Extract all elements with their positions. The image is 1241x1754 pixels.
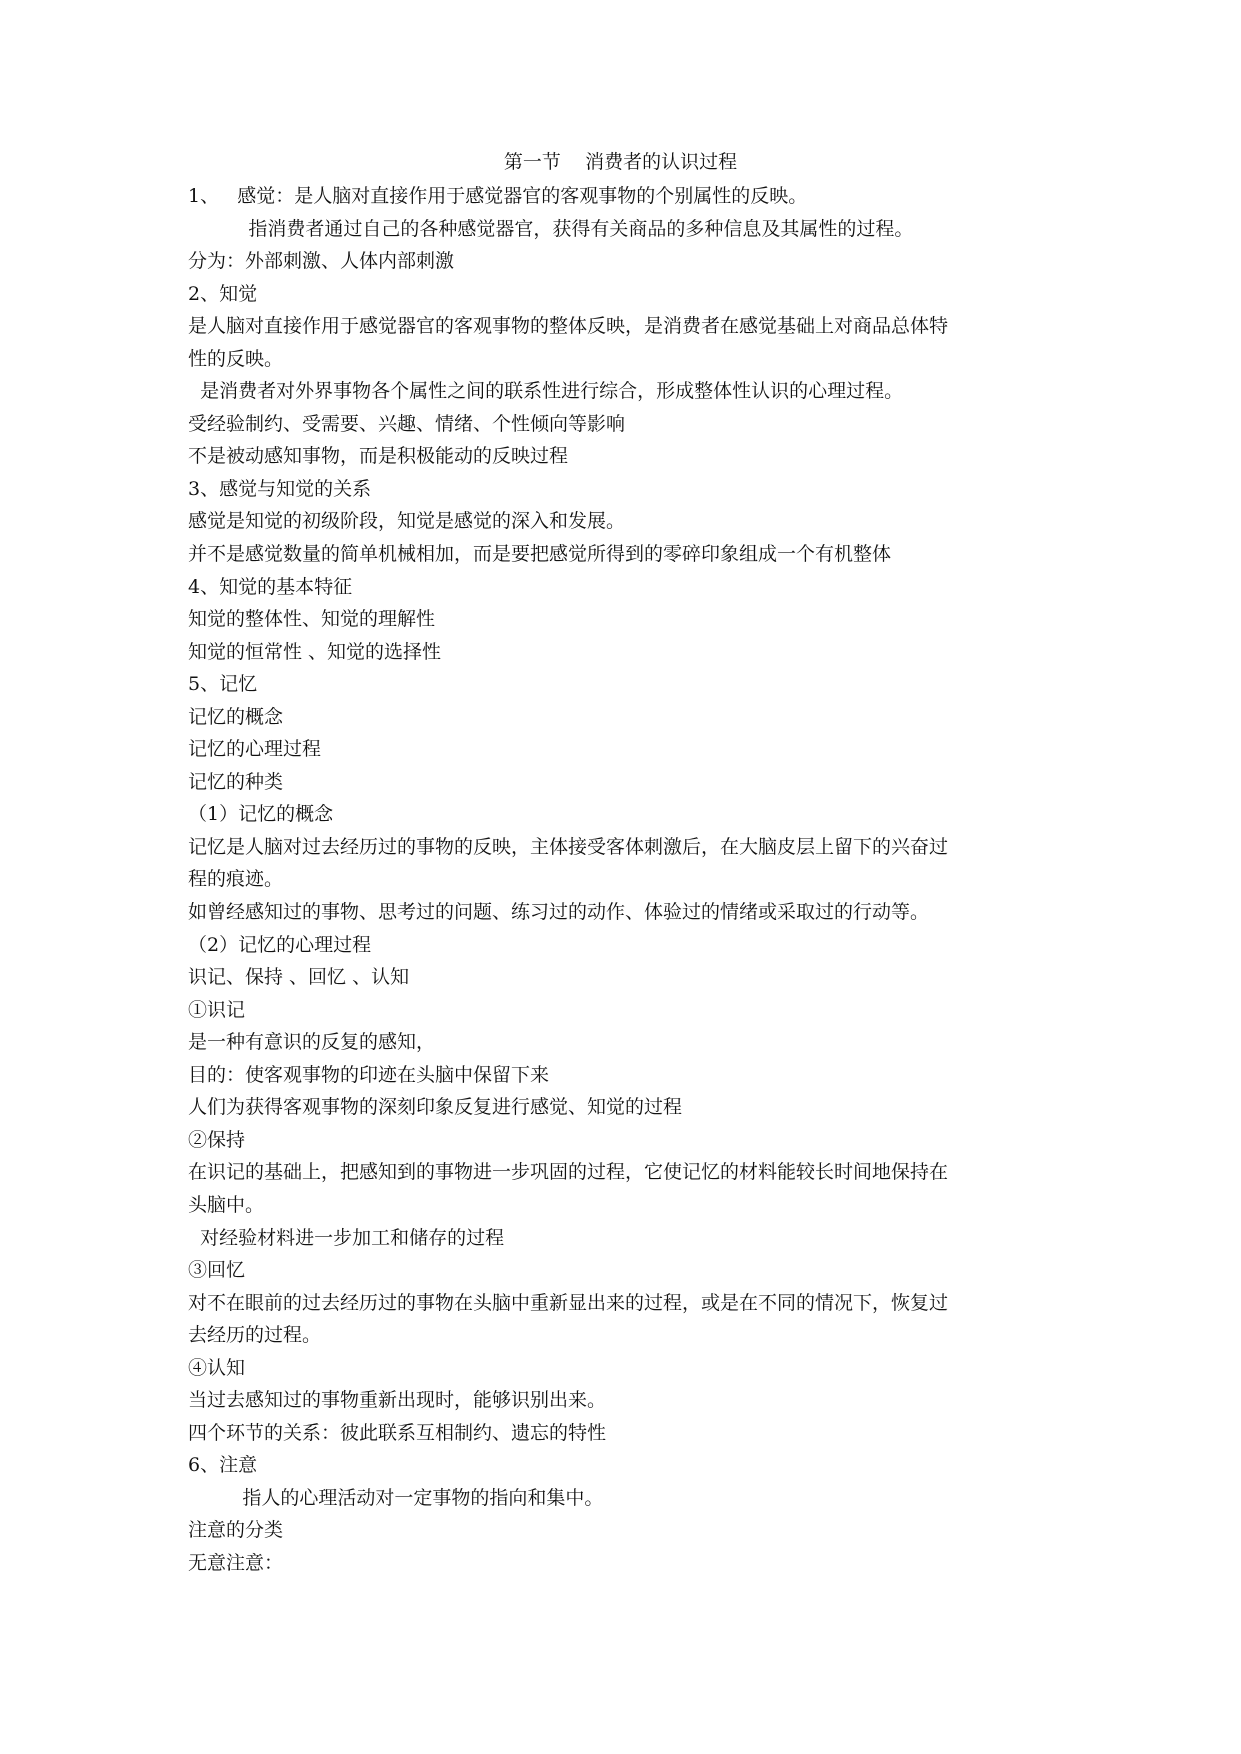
text-line: 是人脑对直接作用于感觉器官的客观事物的整体反映，是消费者在感觉基础上对商品总体特 — [188, 315, 949, 338]
text-line: 分为：外部刺激、人体内部刺激 — [188, 250, 455, 273]
text-line: 识记、保持 、回忆 、认知 — [188, 966, 410, 989]
text-line: 指人的心理活动对一定事物的指向和集中。 — [188, 1486, 604, 1509]
text-line: 受经验制约、受需要、兴趣、情绪、个性倾向等影响 — [188, 412, 626, 435]
text-line: 性的反映。 — [188, 347, 284, 370]
text-line: （1）记忆的概念 — [188, 803, 334, 826]
text-line: 5、记忆 — [188, 673, 258, 696]
text-line: 去经历的过程。 — [188, 1324, 322, 1347]
text-line: 记忆的种类 — [188, 770, 284, 793]
text-line: 四个环节的关系：彼此联系互相制约、遗忘的特性 — [188, 1421, 607, 1444]
text-line: （2）记忆的心理过程 — [188, 933, 372, 956]
text-line: 无意注意： — [188, 1551, 284, 1574]
text-line: 知觉的恒常性 、知觉的选择性 — [188, 640, 442, 663]
text-line: 1、 感觉：是人脑对直接作用于感觉器官的客观事物的个别属性的反映。 — [188, 185, 808, 207]
text-line: 知觉的整体性、知觉的理解性 — [188, 608, 436, 631]
text-line: 如曾经感知过的事物、思考过的问题、练习过的动作、体验过的情绪或采取过的行动等。 — [188, 901, 930, 924]
text-line: 不是被动感知事物，而是积极能动的反映过程 — [188, 445, 569, 468]
text-line: 人们为获得客观事物的深刻印象反复进行感觉、知觉的过程 — [188, 1096, 683, 1119]
text-line: 指消费者通过自己的各种感觉器官，获得有关商品的多种信息及其属性的过程。 — [188, 217, 914, 240]
text-line: 6、注意 — [188, 1454, 258, 1477]
text-line: 程的痕迹。 — [188, 868, 284, 891]
text-line: 记忆的心理过程 — [188, 738, 322, 761]
document-body — [188, 180, 1054, 1580]
text-line: 注意的分类 — [188, 1519, 284, 1542]
text-line: ①识记 — [188, 998, 246, 1021]
section-title: 第一节 消费者的认识过程 — [503, 151, 738, 173]
text-line: 对经验材料进一步加工和储存的过程 — [188, 1226, 505, 1249]
text-line: 2、知觉 — [188, 282, 258, 305]
text-line: 是一种有意识的反复的感知， — [188, 1031, 436, 1054]
text-line: 3、感觉与知觉的关系 — [188, 477, 372, 500]
text-line: 感觉是知觉的初级阶段，知觉是感觉的深入和发展。 — [188, 510, 626, 533]
text-line: 在识记的基础上，把感知到的事物进一步巩固的过程，它使记忆的材料能较长时间地保持在 — [188, 1161, 949, 1184]
text-line: 记忆是人脑对过去经历过的事物的反映，主体接受客体刺激后，在大脑皮层上留下的兴奋过 — [188, 835, 949, 858]
text-line: 当过去感知过的事物重新出现时，能够识别出来。 — [188, 1389, 607, 1412]
text-line: 对不在眼前的过去经历过的事物在头脑中重新显出来的过程，或是在不同的情况下，恢复过 — [188, 1291, 949, 1314]
text-line: 并不是感觉数量的简单机械相加，而是要把感觉所得到的零碎印象组成一个有机整体 — [188, 543, 892, 566]
text-line: 记忆的概念 — [188, 705, 284, 728]
text-line: 头脑中。 — [188, 1193, 265, 1216]
text-line: 4、知觉的基本特征 — [188, 575, 353, 598]
text-line: ③回忆 — [188, 1259, 246, 1282]
text-line: ④认知 — [188, 1356, 246, 1379]
text-line: 是消费者对外界事物各个属性之间的联系性进行综合，形成整体性认识的心理过程。 — [188, 380, 904, 403]
text-line: 目的：使客观事物的印迹在头脑中保留下来 — [188, 1063, 550, 1086]
text-line: ②保持 — [188, 1128, 246, 1151]
